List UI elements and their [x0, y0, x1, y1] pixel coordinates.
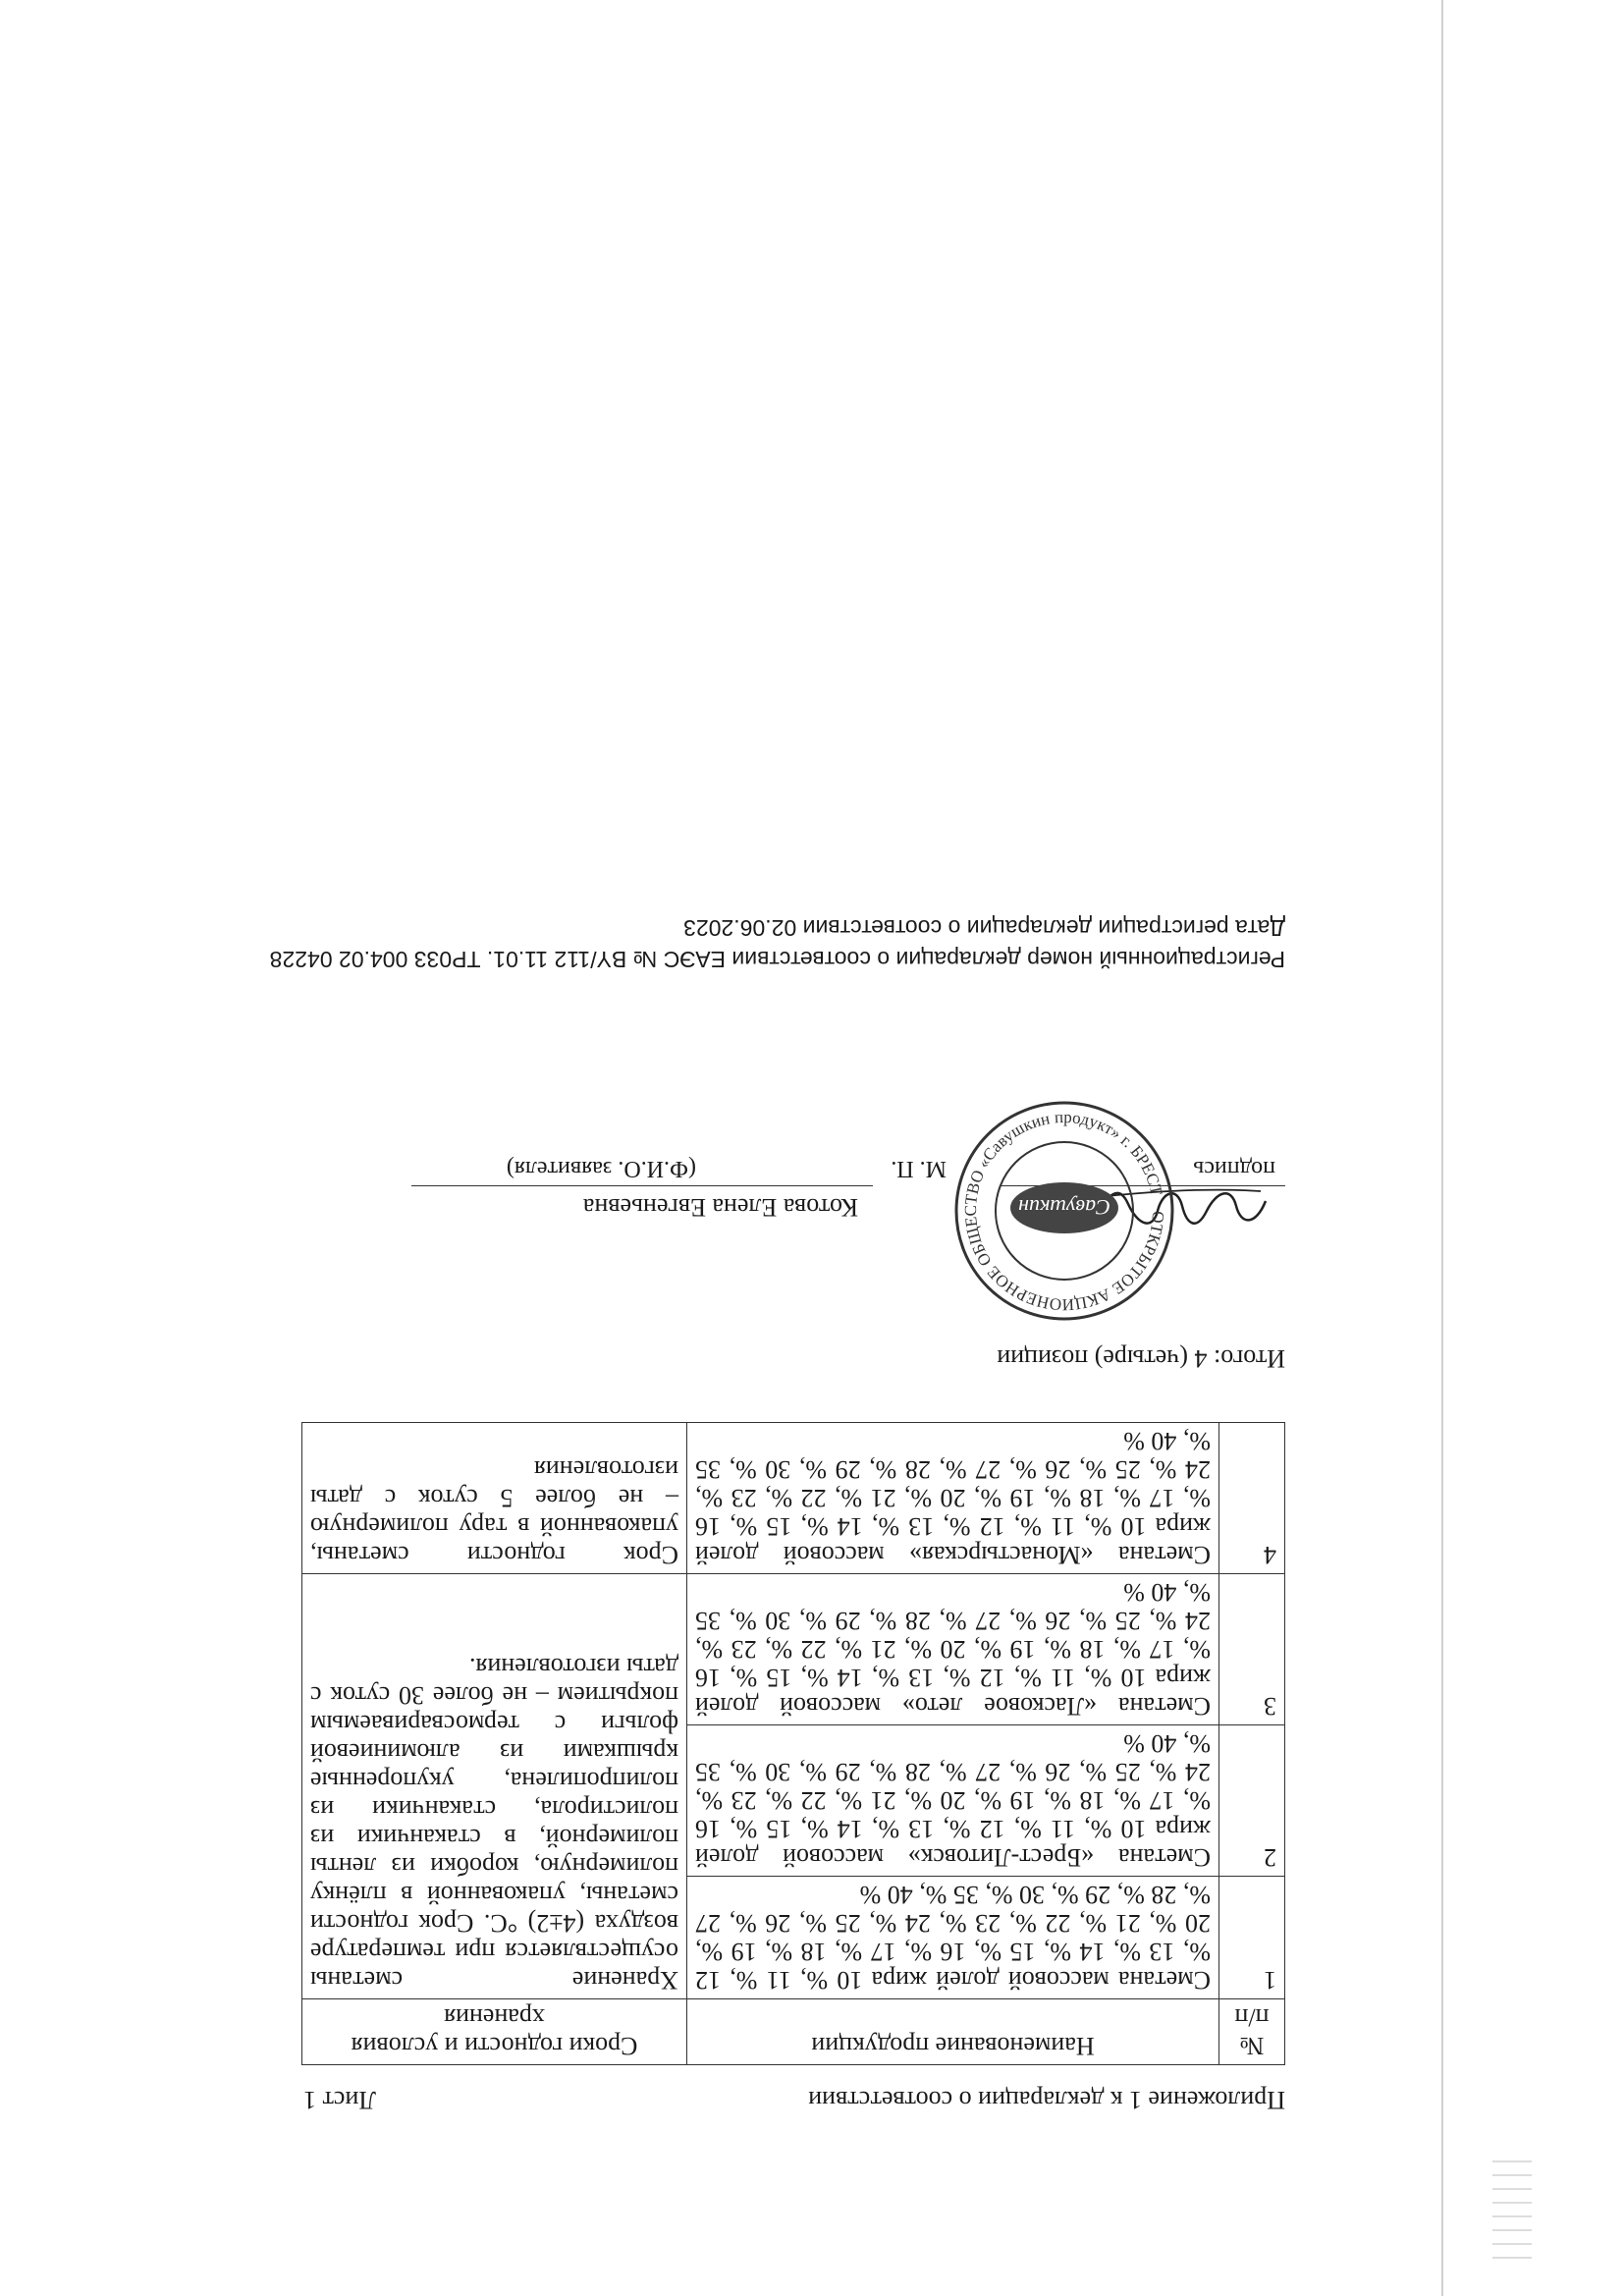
company-seal	[951, 1098, 1177, 1324]
column-header-product: Наименование продукции	[687, 1999, 1219, 2065]
annex-title: Приложение 1 к декларации о соответствии	[808, 2086, 1285, 2114]
registration-number: Регистрационный номер декларации о соответствии ЕАЭС № BY/112 11.01. ТР033 004.02 04228	[269, 947, 1285, 972]
storage-conditions: Срок годности сметаны, упакованной в тару полимерную – не более 5 суток с даты изготовления	[302, 1423, 687, 1574]
row-number: 3	[1219, 1574, 1285, 1725]
product-name: Сметана «Монастырская» массовой долей жира 10 %, 11 %, 12 %, 13 %, 14 %, 15 %, 16 %, 17 %, 18 %, 19 %, 20 %, 21 %, 22 %, 23 %, 24 %, 25 %, 26 %, 27 %, 28 %, 29 %, 30 %, 35 %, 40 %	[687, 1423, 1219, 1574]
svg-text:ОТКРЫТОЕ АКЦИОНЕРНОЕ ОБЩЕСТВО: ОТКРЫТОЕ АКЦИОНЕРНОЕ ОБЩЕСТВО «Савушкин продукт» г. БРЕСТ	[960, 1107, 1168, 1315]
signature-caption: подпись	[1193, 1156, 1275, 1181]
product-name: Сметана массовой долей жира 10 %, 11 %, 12 %, 13 %, 14 %, 15 %, 16 %, 17 %, 18 %, 19 %, 20 %, 21 %, 22 %, 23 %, 24 %, 25 %, 26 %, 27 %, 28 %, 29 %, 30 %, 35 %, 40 %	[687, 1877, 1219, 1999]
applicant-name: Котова Елена Евгеньевна	[582, 1193, 858, 1222]
name-line	[411, 1185, 873, 1186]
row-number: 4	[1219, 1423, 1285, 1574]
table-header-row	[302, 1999, 1285, 2065]
column-header-storage: Сроки годности и условия хранения	[302, 1999, 687, 2065]
mp-label: М. П.	[891, 1156, 947, 1181]
table-row	[302, 1877, 1285, 1999]
sheet-number: Лист 1	[303, 2086, 376, 2114]
signature-block	[303, 1000, 1285, 1315]
product-name: Сметана «Брест-Литовск» массовой долей жира 10 %, 11 %, 12 %, 13 %, 14 %, 15 %, 16 %, 17 %, 18 %, 19 %, 20 %, 21 %, 22 %, 23 %, 24 %, 25 %, 26 %, 27 %, 28 %, 29 %, 30 %, 35 %, 40 %	[687, 1725, 1219, 1877]
column-header-number: № п/п	[1219, 1999, 1285, 2065]
name-caption: (Ф.И.О. заявителя)	[506, 1156, 696, 1181]
registration-date: Дата регистрации декларации о соответствии 02.06.2023	[683, 915, 1285, 941]
document-header	[303, 2085, 1285, 2114]
storage-conditions: Хранение сметаны осуществляется при температуре воздуха (4±2) °С. Срок годности сметаны, упакованной в плёнку полимерную, коробки из ленты полимерной, в стаканчики из полистирола, стаканчики из полипропилена, укупоренные крышками из алюминиевой фольги с термосвариваемым покрытием – не более 30 суток с даты изготовления.	[302, 1574, 687, 1999]
product-name: Сметана «Ласковое лето» массовой долей жира 10 %, 11 %, 12 %, 13 %, 14 %, 15 %, 16 %, 17 %, 18 %, 19 %, 20 %, 21 %, 22 %, 23 %, 24 %, 25 %, 26 %, 27 %, 28 %, 29 %, 30 %, 35 %, 40 %	[687, 1574, 1219, 1725]
total-positions: Итого: 4 (четыре) позиции	[997, 1344, 1285, 1373]
registration-block	[270, 912, 1285, 975]
table-row	[302, 1423, 1285, 1574]
products-table	[301, 1422, 1285, 2065]
row-number: 2	[1219, 1725, 1285, 1877]
row-number: 1	[1219, 1877, 1285, 1999]
svg-text:Савушкин: Савушкин	[1018, 1195, 1110, 1220]
